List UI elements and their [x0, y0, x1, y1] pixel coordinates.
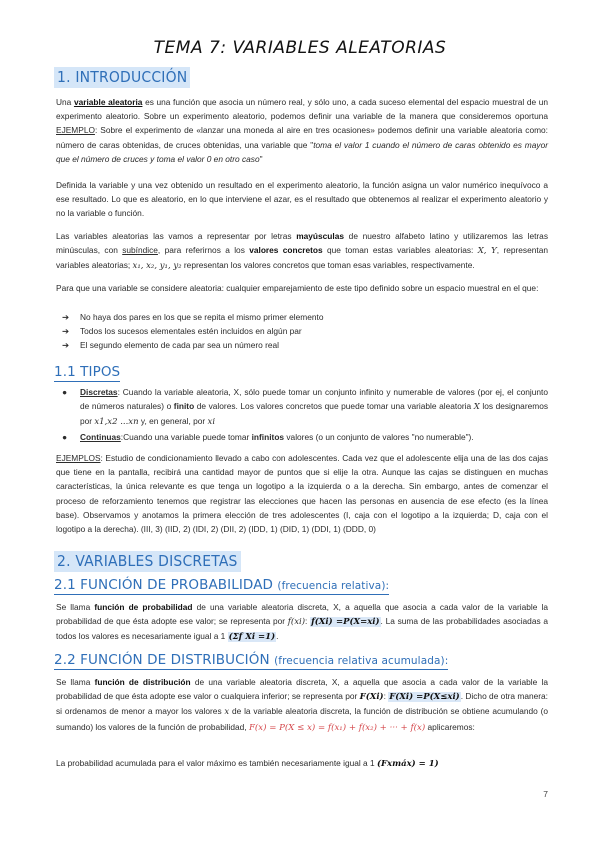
ejemplo-label: EJEMPLO	[56, 125, 95, 136]
text: que toman estas variables aleatorias:	[322, 245, 478, 256]
distribucion-paragraph	[56, 675, 548, 735]
math-fxi: f(xi)	[287, 617, 306, 628]
text: de nuestro alfabeto latino y utilizaremos las letras minúsculas, con	[56, 231, 548, 256]
text: La probabilidad acumulada para el valor máximo es también necesariamente igual a 1	[56, 758, 377, 768]
text: , para referirnos a los	[157, 245, 250, 256]
list-item-continuas	[62, 430, 548, 444]
math-x1-xn: x1,x2 ...xn	[94, 417, 139, 427]
term-variable-aleatoria: variable aleatoria	[73, 97, 143, 107]
math-values: x₁, x₂, y₁, y₂	[132, 261, 182, 272]
probabilidad-paragraph	[56, 600, 548, 645]
intro-paragraph-4: Para que una variable se considere aleatoria: cualquier emparejamiento de este tipo definido sobre un espacio muestral en el que:	[56, 283, 539, 293]
math-fxmax-equals-one: (Fxmáx) = 1)	[376, 759, 439, 769]
heading-text: 1.1 TIPOS	[54, 364, 121, 380]
arrow-icon: ➔	[62, 312, 69, 322]
math-xi: xi	[207, 417, 216, 427]
text: . La suma de las probabilidades asociadas a todos los valores es necesariamente igual a 1	[56, 616, 548, 642]
subsection-heading-tipos	[54, 364, 120, 380]
text: :	[383, 691, 389, 702]
term-mayusculas: mayúsculas	[296, 231, 344, 241]
text: y, en general, por	[138, 416, 208, 426]
term-subindice: subíndice	[122, 245, 158, 256]
intro-paragraph-1	[56, 95, 548, 166]
tipos-list	[62, 385, 548, 444]
probabilidad-acumulada-paragraph	[56, 756, 548, 771]
list-item	[62, 324, 548, 338]
intro-paragraph-2: Definida la variable y una vez obtenido un resultado en el experimento aleatorio, la función asigna un valor numérico inequívoco a ese resultado. Lo que es aleatorio, en lo que interviene el azar, es el resultado que obtenemos al realizar el experimento aleatorio y no la variable o función.	[56, 180, 548, 219]
term-finito: finito	[173, 401, 195, 411]
example-quote: toma el valor 1 cuando el número de caras obtenido es mayor que el número de cruces y toma el valor 0 en otro caso	[56, 139, 548, 164]
intro-paragraph-3	[56, 229, 548, 274]
text: : Cuando la variable aleatoria, X, sólo puede tomar un conjunto infinito y numerable de valores (por ej, el conjunto de números naturales) o	[80, 387, 548, 411]
conditions-list	[62, 310, 548, 352]
page-title: TEMA 7: VARIABLES ALEATORIAS	[153, 38, 447, 58]
arrow-icon: ➔	[62, 340, 69, 350]
math-xy: X, Y	[477, 246, 497, 257]
math-sum-equals-one: (Σf Xi =1)	[228, 632, 276, 643]
section-heading-introduccion: 1. INTRODUCCIÓN	[54, 67, 190, 88]
bullet-icon: ●	[62, 387, 68, 397]
text: , representan variables aleatorias;	[56, 245, 548, 271]
list-item	[62, 310, 548, 324]
math-X: X	[473, 402, 480, 412]
heading-small: (frecuencia relativa acumulada):	[274, 655, 449, 667]
heading-text	[54, 577, 389, 595]
term-funcion-distribucion: función de distribución	[94, 677, 191, 687]
text: Se llama	[56, 677, 95, 687]
page-number: 7	[543, 789, 548, 799]
text: Una	[56, 97, 74, 107]
text: de valores. Los valores concretos que puede tomar una variable aleatoria	[194, 401, 474, 411]
text: .	[276, 631, 279, 642]
text: : Estudio de condicionamiento llevado a cabo con adolescentes. Cada vez que el adolescente elija una de las dos cajas que tiene en la pantalla, recibirá una cantidad mayor de puntos que si elije la otra. Aunque las cajas se distinguen en muchas características, la única relevante es que tenga un logotipo a la izquierda o a la derecha. Sin embargo, antes de comenzar el proceso de reforzamiento tenemos que registrar las elecciones que hacen las personas en ausencia de ese efecto (es la línea base). Observamos y anotamos la primera elección de tres adolescentes (I, caja con el logotipo a la izquierda; D, caja con el logotipo a la derecha). (III, 3) (IID, 2) (IDI, 2) (DII, 2) (IDD, 1) (DID, 1) (DDI, 1) (DDD, 0)	[56, 453, 548, 535]
text: :	[305, 616, 311, 627]
text: de la variable aleatoria discreta, la función de distribución se obtiene acumulando (o sumando) los valores de la función de probabilidad,	[56, 706, 548, 732]
math-x: x	[224, 707, 230, 718]
list-item-text: El segundo elemento de cada par sea un número real	[80, 340, 279, 350]
ejemplos-paragraph	[56, 451, 548, 536]
term-discretas: Discretas	[80, 387, 118, 397]
math-formula-probabilidad: f(Xi) =P(X=xi)	[311, 617, 380, 628]
bullet-icon: ●	[62, 432, 68, 442]
term-continuas: Continuas	[80, 432, 121, 442]
list-item-text: Todos los sucesos elementales estén incluidos en algún par	[80, 326, 302, 336]
text: valores (o un conjunto de valores "no numerable").	[284, 432, 474, 442]
heading-main: 2.2 FUNCIÓN DE DISTRIBUCIÓN	[54, 652, 275, 668]
text: : Sobre el experimento de «lanzar una moneda al aire en tres ocasiones» podemos definir una variable aleatoria como: número de caras obtenidas, de cruces obtenidas, una variable que "	[56, 125, 548, 150]
formula-acumulada-red: F(x) = P(X ≤ x) = f(x₁) + f(x₂) + ··· + f(x)	[248, 722, 426, 733]
text: Las variables aleatorias las vamos a representar por letras	[56, 231, 297, 241]
text: es una función que asocia un número real, y sólo uno, a cada suceso elemental del espacio muestral de un experimento aleatorio. Sobre un experimento aleatorio, podemos definir una variable de la manera que consideremos oportuna	[56, 97, 549, 122]
term-valores-concretos: valores concretos	[249, 245, 323, 256]
section-heading-variables-discretas: 2. VARIABLES DISCRETAS	[54, 551, 241, 572]
arrow-icon: ➔	[62, 326, 69, 336]
subsection-heading-funcion-distribucion	[54, 652, 448, 668]
text: . Dicho de otra manera: si ordenamos de menor a mayor los valores	[56, 691, 549, 717]
term-funcion-probabilidad: función de probabilidad	[94, 602, 193, 612]
text: Se llama	[56, 602, 95, 612]
term-infinitos: infinitos	[251, 432, 285, 442]
list-item-discretas	[62, 385, 548, 429]
math-Fxi: F(Xi)	[359, 692, 384, 703]
math-formula-distribucion: F(Xi) =P(X≤xi)	[389, 692, 460, 703]
heading-small: (frecuencia relativa):	[277, 580, 390, 592]
text: aplicaremos:	[425, 721, 475, 732]
ejemplos-label: EJEMPLOS	[56, 453, 101, 463]
subsection-heading-funcion-probabilidad	[54, 577, 389, 593]
text: de una variable aleatoria discreta, X, a aquella que asocia a cada valor de la variable la probabilidad de que ésta adopte ese valor o cualquiera inferior; se representa por	[56, 677, 549, 702]
text: "	[259, 153, 263, 164]
text: los designaremos por	[80, 401, 549, 426]
list-item	[62, 338, 548, 352]
text: representan los valores concretos que toman esas variables, respectivamente.	[181, 260, 475, 271]
text: :Cuando una variable puede tomar	[120, 432, 252, 442]
list-item-text: No haya dos pares en los que se repita el mismo primer elemento	[80, 312, 324, 322]
text: de una variable aleatoria discreta, X, a aquella que asocia a cada valor de la variable la probabilidad de que ésta adopte ese valor; se representa por	[56, 602, 549, 627]
heading-text	[54, 652, 448, 670]
heading-main: 2.1 FUNCIÓN DE PROBABILIDAD	[54, 577, 278, 593]
